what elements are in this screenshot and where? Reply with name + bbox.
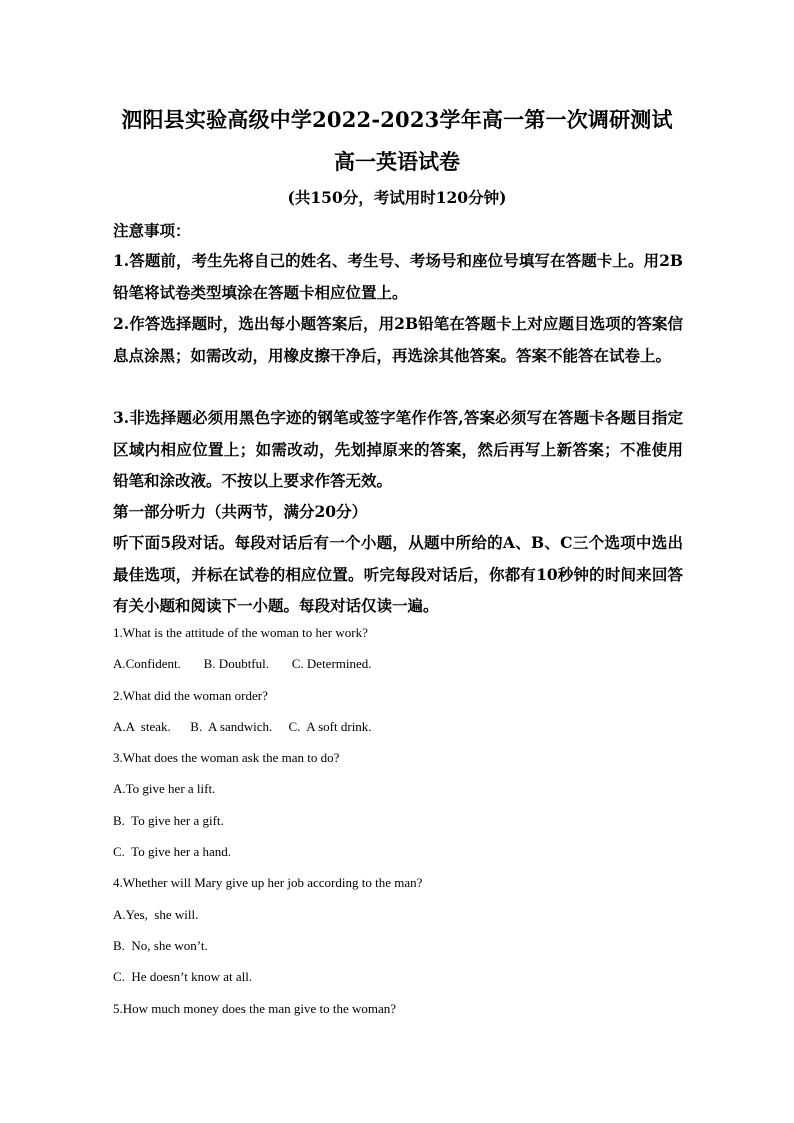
exam-subtitle: 高一英语试卷 — [334, 149, 460, 174]
question-4-option-a: A.Yes, she will. — [113, 906, 199, 922]
question-1: 1.What is the attitude of the woman to her work? — [113, 625, 368, 640]
question-4: 4.Whether will Mary give up her job according to the man? — [113, 875, 423, 891]
part1-heading: 第一部分听力（共两节，满分20分） — [113, 502, 368, 521]
exam-title: 泗阳县实验高级中学2022-2023学年高一第一次调研测试 — [121, 107, 673, 132]
part1-instruction: 听下面5段对话。每段对话后有一个小题，从题中所给的A、B、C三个选项中选出最佳选项，并标在试卷的相应位置。听完每段对话后，你都有10秒钟的时间来回答有关小题和阅读下一小题。每段对话仅读一遍。 — [113, 533, 683, 615]
question-3: 3.What does the woman ask the man to do? — [113, 750, 340, 766]
question-4-option-b: B. No, she won’t. — [113, 937, 208, 953]
question-2-options: A.A steak. B. A sandwich. C. A soft drink. — [113, 718, 372, 734]
question-3-option-c: C. To give her a hand. — [113, 844, 231, 860]
notice-heading: 注意事项： — [113, 221, 191, 240]
notice-item-1: 1.答题前，考生先将自己的姓名、考生号、考场号和座位号填写在答题卡上。用2B铅笔将试卷类型填涂在答题卡相应位置上。 — [113, 251, 683, 302]
exam-info: (共150分，考试用时120分钟) — [287, 188, 507, 207]
question-1-options: A.Confident. B. Doubtful. C. Determined. — [113, 656, 372, 672]
question-4-option-c: C. He doesn’t know at all. — [113, 969, 253, 985]
notice-item-2: 2.作答选择题时，选出每小题答案后，用2B铅笔在答题卡上对应题目选项的答案信息点涂黑；如需改动，用橡皮擦干净后，再选涂其他答案。答案不能答在试卷上。 — [113, 314, 683, 365]
question-3-option-a: A.To give her a lift. — [113, 781, 216, 797]
question-5: 5.How much money does the man give to the woman? — [113, 1000, 397, 1016]
question-3-option-b: B. To give her a gift. — [113, 812, 224, 828]
notice-item-3: 3.非选择题必须用黑色字迹的钢笔或签字笔作作答,答案必须写在答题卡各题目指定区域内相应位置上；如需改动，先划掉原来的答案，然后再写上新答案；不准使用铅笔和涂改液。不按以上要求作答无效。 — [113, 408, 683, 490]
question-list — [113, 622, 683, 1029]
question-2: 2.What did the woman order? — [113, 687, 268, 703]
